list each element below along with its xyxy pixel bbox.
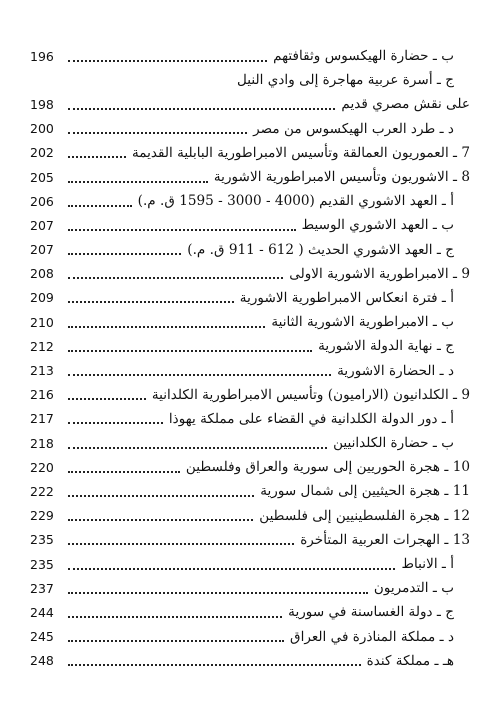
toc-entry-title: ج ـ العهد الاشوري الحديث ( 612 - 911 ق. م.) [187, 241, 454, 258]
toc-entry-title: أ ـ الانباط [401, 556, 454, 573]
toc-entry-title: ب ـ العهد الاشوري الوسيط [301, 217, 454, 234]
toc-entry-title: 11 ـ هجرة الحيثيين إلى شمال سورية [260, 483, 470, 500]
toc-entry [30, 213, 470, 237]
toc-entry-title: 8 ـ الاشوريون وتأسيس الامبراطورية الاشورية [213, 169, 470, 186]
toc-entry-page-number: 216 [30, 387, 54, 403]
toc-entry [30, 92, 470, 116]
dot-leader [68, 349, 312, 352]
toc-entry [30, 576, 470, 600]
toc-entry [30, 528, 470, 552]
dot-leader [68, 518, 253, 521]
toc-entry-page-number: 202 [30, 145, 54, 161]
dot-leader [68, 228, 296, 231]
dot-leader [68, 131, 247, 134]
dot-leader [68, 180, 208, 183]
toc-entry [30, 117, 470, 141]
toc-entry-page-number: 229 [30, 508, 54, 524]
toc-entry [30, 431, 470, 455]
toc-entry [30, 479, 470, 503]
toc-entry-title: ج ـ أسرة عربية مهاجرة إلى وادي النيل [237, 72, 454, 89]
toc-entry-title: ب ـ حضارة الهيكسوس وثقافتهم [273, 48, 454, 65]
toc-entry [30, 238, 470, 262]
dot-leader [68, 639, 284, 642]
dot-leader [68, 446, 327, 449]
toc-entry-title: ج ـ نهاية الدولة الاشورية [318, 338, 454, 355]
toc-entry-page-number: 218 [30, 435, 54, 451]
toc-entry-title: هـ ـ مملكة كندة [366, 652, 454, 669]
toc-entry-title: ب ـ حضارة الكلدانيين [333, 435, 454, 452]
toc-entry [30, 334, 470, 358]
toc-entry [30, 455, 470, 479]
dot-leader [68, 470, 180, 473]
toc-entry [30, 383, 470, 407]
toc-entry [30, 358, 470, 382]
dot-leader [68, 663, 361, 666]
dot-leader [68, 204, 132, 207]
toc-entry [30, 44, 470, 68]
toc-entry-page-number: 248 [30, 653, 54, 669]
toc-entry [30, 504, 470, 528]
toc-entry [30, 262, 470, 286]
toc-entry-title: أ ـ العهد الاشوري القديم (4000 - 3000 - 1595 ق. م.) [137, 193, 454, 210]
toc-entry-title: د ـ مملكة المناذرة في العراق [290, 628, 454, 645]
toc-entry-title: ب ـ الامبراطورية الاشورية الثانية [271, 314, 454, 331]
toc-entry-page-number: 244 [30, 604, 54, 620]
dot-leader [68, 615, 282, 618]
toc-entry-page-number: 207 [30, 242, 54, 258]
toc-entry-page-number: 210 [30, 314, 54, 330]
dot-leader [68, 276, 283, 279]
toc-entry-page-number: 200 [30, 121, 54, 137]
toc-entry-title: 9 ـ الكلدانيون (الاراميون) وتأسيس الامبراطورية الكلدانية [151, 386, 470, 403]
dot-leader [68, 421, 163, 424]
dot-leader [68, 300, 234, 303]
toc-entry [30, 552, 470, 576]
toc-entry [30, 407, 470, 431]
toc-entry-page-number: 235 [30, 532, 54, 548]
toc-entry [30, 600, 470, 624]
toc-entry-title: د ـ الحضارة الاشورية [337, 362, 454, 379]
toc-entry-page-number: 205 [30, 169, 54, 185]
dot-leader [68, 373, 331, 376]
dot-leader [68, 325, 265, 328]
toc-entry [30, 649, 470, 673]
toc-entry-page-number: 208 [30, 266, 54, 282]
toc-entry-page-number: 212 [30, 338, 54, 354]
dot-leader [68, 84, 231, 85]
dot-leader [68, 107, 335, 110]
dot-leader [68, 252, 181, 255]
toc-entry-page-number: 235 [30, 556, 54, 572]
dot-leader [68, 155, 126, 158]
toc-entry-page-number: 198 [30, 96, 54, 112]
toc-entry-page-number: 245 [30, 629, 54, 645]
toc-entry-page-number: 206 [30, 193, 54, 209]
toc-entry-title: 7 ـ العموريون العمالقة وتأسيس الامبراطورية البابلية القديمة [131, 144, 470, 161]
toc-entry [30, 625, 470, 649]
toc-entry-page-number: 209 [30, 290, 54, 306]
toc-entry-page-number: 217 [30, 411, 54, 427]
toc-entry-title: 12 ـ هجرة الفلسطينيين إلى فلسطين [259, 507, 470, 524]
toc-entry-title: 10 ـ هجرة الحوريين إلى سورية والعراق وفلسطين [185, 459, 470, 476]
toc-entry-page-number: 222 [30, 483, 54, 499]
dot-leader [68, 591, 368, 594]
dot-leader [68, 567, 395, 570]
toc-entry [30, 310, 470, 334]
toc-entry-page-number: 207 [30, 217, 54, 233]
toc-entry [30, 165, 470, 189]
toc-entry-title: أ ـ دور الدولة الكلدانية في القضاء على مملكة يهوذا [168, 410, 454, 427]
toc-entry-title: 13 ـ الهجرات العربية المتأخرة [300, 531, 470, 548]
toc-entry-title: أ ـ فترة انعكاس الامبراطورية الاشورية [239, 289, 454, 306]
dot-leader [68, 397, 146, 400]
toc-entry-title: ب ـ التدمريون [373, 580, 454, 597]
toc-entry-title: ج ـ دولة الغساسنة في سورية [288, 604, 454, 621]
toc-entry [30, 189, 470, 213]
toc-entry-page-number: 237 [30, 580, 54, 596]
toc-entry-title: 9 ـ الامبراطورية الاشورية الاولى [289, 265, 470, 282]
toc-entry [30, 68, 470, 92]
toc-entry-title: د ـ طرد العرب الهيكسوس من مصر [253, 120, 454, 137]
dot-leader [68, 59, 267, 62]
dot-leader [68, 542, 294, 545]
toc-entry-page-number: 213 [30, 363, 54, 379]
toc-entry [30, 141, 470, 165]
toc-entry-page-number: 220 [30, 459, 54, 475]
toc-entry-page-number: 196 [30, 48, 54, 64]
table-of-contents [30, 44, 470, 673]
dot-leader [68, 494, 254, 497]
toc-entry [30, 286, 470, 310]
toc-entry-title: على نقش مصري قديم [341, 96, 470, 113]
